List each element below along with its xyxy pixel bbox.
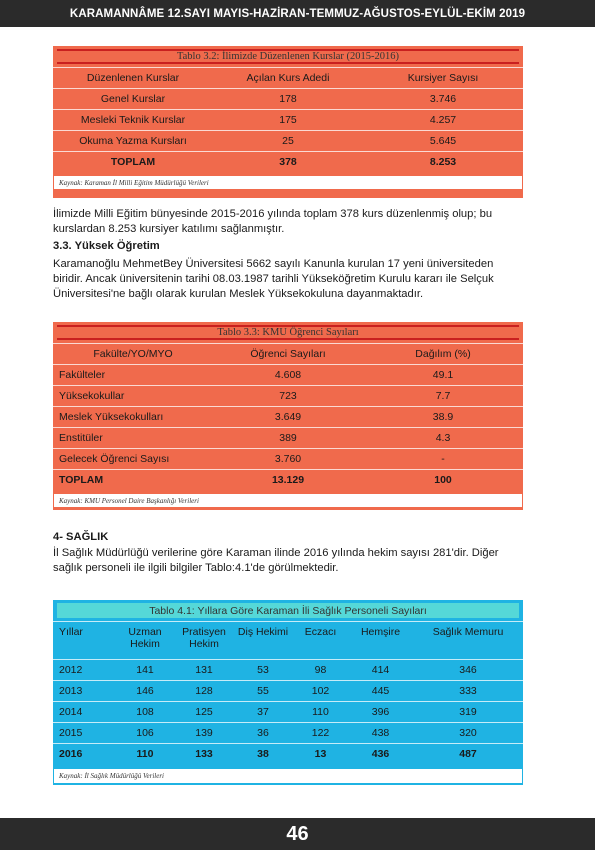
- table-cell: 723: [213, 386, 363, 407]
- table-cell: 100: [363, 470, 523, 491]
- table-cell: 139: [175, 723, 233, 744]
- column-header-line: Hemşire: [360, 626, 401, 638]
- table-cell: 414: [348, 660, 413, 681]
- column-header-line: Yıllar: [59, 626, 83, 638]
- column-header: Açılan Kurs Adedi: [213, 68, 363, 89]
- table-row: [53, 449, 523, 470]
- table-header-row: [53, 68, 523, 89]
- section-heading-yuksek-ogretim: 3.3. Yüksek Öğretim: [53, 240, 160, 252]
- table-row: [53, 407, 523, 428]
- paragraph-kurslar: [53, 207, 533, 237]
- column-header-line: Sağlık Memuru: [432, 626, 504, 638]
- table-cell: 53: [233, 660, 293, 681]
- table-cell: 133: [175, 744, 233, 765]
- table-cell: 333: [413, 681, 523, 702]
- table-row: [53, 110, 523, 131]
- table-cell: TOPLAM: [53, 470, 213, 491]
- table-source: Kaynak: İl Sağlık Müdürlüğü Verileri: [53, 769, 523, 784]
- table-cell: Meslek Yüksekokulları: [53, 407, 213, 428]
- page-footer: [0, 818, 595, 850]
- table-cell: 175: [213, 110, 363, 131]
- paragraph-line: Üniversitesi'ne bağlı olarak kurulan Meslek Yüksekokuluna dayanmaktadır.: [53, 288, 424, 300]
- table-cell: 110: [115, 744, 175, 765]
- table-cell: 25: [213, 131, 363, 152]
- table-cell: 49.1: [363, 365, 523, 386]
- kurslar-table: [53, 67, 523, 173]
- table-cell: 125: [175, 702, 233, 723]
- table-header-row: [53, 622, 523, 660]
- table-total-row: [53, 470, 523, 491]
- table-cell: 98: [293, 660, 348, 681]
- column-header-line: Uzman: [128, 626, 162, 638]
- table-cell: Genel Kurslar: [53, 89, 213, 110]
- table-header-row: [53, 344, 523, 365]
- table-row: [53, 365, 523, 386]
- table-cell: 320: [413, 723, 523, 744]
- paragraph-line: İlimizde Milli Eğitim bünyesinde 2015-2016 yılında toplam 378 kurs düzenlenmiş olup; bu: [53, 208, 493, 220]
- column-header: [53, 622, 115, 660]
- paragraph-universite: [53, 257, 533, 302]
- paragraph-saglik: [53, 546, 533, 576]
- table-cell: 396: [348, 702, 413, 723]
- table-cell: 2015: [53, 723, 115, 744]
- table-cell: 131: [175, 660, 233, 681]
- table-cell: Yüksekokullar: [53, 386, 213, 407]
- table-cell: 2016: [53, 744, 115, 765]
- table-cell: 13: [293, 744, 348, 765]
- paragraph-line: kurslardan 8.253 kursiyer katılımı sağlanmıştır.: [53, 223, 285, 235]
- table-cell: 55: [233, 681, 293, 702]
- table-cell: 346: [413, 660, 523, 681]
- table-cell: 3.746: [363, 89, 523, 110]
- column-header: [233, 622, 293, 660]
- table-cell: 8.253: [363, 152, 523, 173]
- saglik-personeli-table: [53, 621, 523, 765]
- column-header: Fakülte/YO/MYO: [53, 344, 213, 365]
- table-cell: 2012: [53, 660, 115, 681]
- table-cell: 7.7: [363, 386, 523, 407]
- kmu-ogrenci-table: [53, 343, 523, 491]
- table-cell: 106: [115, 723, 175, 744]
- column-header: [293, 622, 348, 660]
- table-cell: 487: [413, 744, 523, 765]
- column-header: [413, 622, 523, 660]
- table-total-row: [53, 152, 523, 173]
- column-header-line: Diş Hekimi: [237, 626, 289, 638]
- table-row: [53, 131, 523, 152]
- table-cell: 2014: [53, 702, 115, 723]
- column-header: Kursiyer Sayısı: [363, 68, 523, 89]
- column-header: Dağılım (%): [363, 344, 523, 365]
- table-row: [53, 681, 523, 702]
- table-row: [53, 428, 523, 449]
- table-row: [53, 744, 523, 765]
- table-row: [53, 660, 523, 681]
- table-row: [53, 723, 523, 744]
- table-cell: 122: [293, 723, 348, 744]
- page-number: 46: [286, 822, 309, 845]
- table-row: [53, 386, 523, 407]
- column-header: [175, 622, 233, 660]
- paragraph-line: biridir. Ancak üniversitenin tarihi 08.03.1987 tarihli Yükseköğretim Kurulu kararı ile Selçuk: [53, 273, 494, 285]
- table-cell: -: [363, 449, 523, 470]
- table-cell: 2013: [53, 681, 115, 702]
- table-kurslar: [53, 46, 523, 198]
- table-cell: 4.257: [363, 110, 523, 131]
- table-cell: 5.645: [363, 131, 523, 152]
- table-caption: Tablo 4.1: Yıllara Göre Karaman İli Sağlık Personeli Sayıları: [57, 603, 519, 618]
- page-header: [0, 0, 595, 27]
- table-cell: 13.129: [213, 470, 363, 491]
- table-cell: 146: [115, 681, 175, 702]
- table-row: [53, 702, 523, 723]
- column-header-line: Hekim: [189, 638, 219, 650]
- table-cell: 4.608: [213, 365, 363, 386]
- table-cell: 102: [293, 681, 348, 702]
- section-heading-saglik: 4- SAĞLIK: [53, 531, 109, 543]
- paragraph-line: Karamanoğlu MehmetBey Üniversitesi 5662 sayılı Kanunla kurulan 17 yeni üniversiteden: [53, 258, 494, 270]
- table-cell: 4.3: [363, 428, 523, 449]
- header-title: KARAMANNÂME 12.SAYI MAYIS-HAZİRAN-TEMMUZ-AĞUSTOS-EYLÜL-EKİM 2019: [69, 7, 526, 20]
- table-row: [53, 89, 523, 110]
- column-header-line: Hekim: [130, 638, 160, 650]
- table-caption: Tablo 3.2: İlimizde Düzenlenen Kurslar (2015-2016): [57, 49, 519, 64]
- table-cell: 3.760: [213, 449, 363, 470]
- column-header-line: Eczacı: [304, 626, 337, 638]
- paragraph-line: İl Sağlık Müdürlüğü verilerine göre Karaman ilinde 2016 yılında hekim sayısı 281'dir. Diğer: [53, 547, 499, 559]
- column-header: Öğrenci Sayıları: [213, 344, 363, 365]
- table-cell: 436: [348, 744, 413, 765]
- table-cell: 38: [233, 744, 293, 765]
- table-cell: 37: [233, 702, 293, 723]
- table-cell: Gelecek Öğrenci Sayısı: [53, 449, 213, 470]
- table-cell: 445: [348, 681, 413, 702]
- table-cell: 178: [213, 89, 363, 110]
- table-source: Kaynak: Karaman İl Milli Eğitim Müdürlüğü Verileri: [53, 176, 523, 190]
- table-cell: Mesleki Teknik Kurslar: [53, 110, 213, 131]
- table-cell: 141: [115, 660, 175, 681]
- table-cell: Fakülteler: [53, 365, 213, 386]
- table-cell: 110: [293, 702, 348, 723]
- table-cell: 38.9: [363, 407, 523, 428]
- table-cell: 128: [175, 681, 233, 702]
- table-cell: TOPLAM: [53, 152, 213, 173]
- paragraph-line: sağlık personeli ile ilgili bilgiler Tablo:4.1'de görülmektedir.: [53, 562, 339, 574]
- table-cell: 389: [213, 428, 363, 449]
- column-header: [115, 622, 175, 660]
- table-kmu-ogrenci: [53, 322, 523, 510]
- table-cell: 438: [348, 723, 413, 744]
- table-source: Kaynak: KMU Personel Daire Başkanlığı Verileri: [53, 494, 523, 508]
- table-cell: 108: [115, 702, 175, 723]
- table-caption: Tablo 3.3: KMU Öğrenci Sayıları: [57, 325, 519, 340]
- column-header: [348, 622, 413, 660]
- table-cell: 319: [413, 702, 523, 723]
- column-header: Düzenlenen Kurslar: [53, 68, 213, 89]
- table-cell: 3.649: [213, 407, 363, 428]
- table-cell: 36: [233, 723, 293, 744]
- table-cell: Okuma Yazma Kursları: [53, 131, 213, 152]
- table-cell: Enstitüler: [53, 428, 213, 449]
- column-header-line: Pratisyen: [182, 626, 226, 638]
- table-saglik-personeli: [53, 600, 523, 785]
- table-cell: 378: [213, 152, 363, 173]
